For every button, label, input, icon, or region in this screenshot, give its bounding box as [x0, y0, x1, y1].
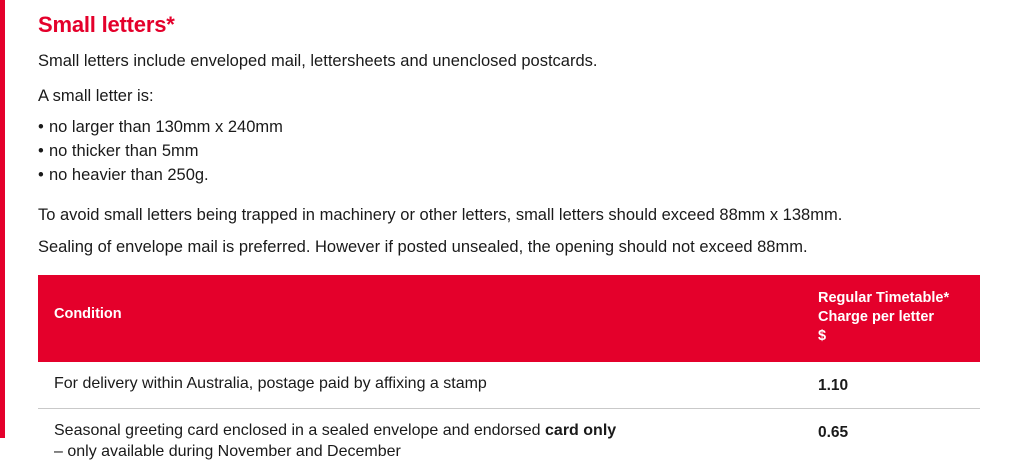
sealing-note: Sealing of envelope mail is preferred. However if posted unsealed, the opening should not exceed 88mm. [38, 238, 808, 257]
cell-charge: 1.10 [800, 362, 980, 409]
column-header-charge-line3: $ [818, 327, 827, 344]
column-header-charge-line2: Charge per letter [818, 309, 935, 326]
bullet-icon: • [38, 141, 44, 160]
list-item-label: no thicker than 5mm [49, 141, 199, 160]
table-row [38, 362, 980, 409]
list-item-label: no heavier than 250g. [49, 165, 209, 184]
left-accent-rule [0, 0, 5, 438]
list-item-label: no larger than 130mm x 240mm [49, 117, 283, 136]
definition-lead: A small letter is: [38, 87, 154, 106]
bullet-icon: • [38, 165, 44, 184]
cell-condition-subline: – only available during November and December [54, 442, 401, 460]
cell-condition-text: Seasonal greeting card enclosed in a sealed envelope and endorsed [54, 421, 546, 439]
cell-condition: For delivery within Australia, postage paid by affixing a stamp [38, 362, 800, 409]
cell-charge: 0.65 [818, 423, 849, 441]
content-column [38, 0, 980, 474]
page-title: Small letters* [38, 12, 175, 37]
intro-paragraph: Small letters include enveloped mail, lettersheets and unenclosed postcards. [38, 52, 598, 71]
list-item [38, 164, 980, 188]
column-header-charge [800, 275, 980, 362]
rates-table-body [38, 362, 980, 474]
list-item [38, 116, 980, 140]
cell-condition [38, 408, 800, 474]
small-letter-criteria-list [38, 116, 980, 188]
column-header-condition: Condition [38, 275, 800, 362]
machinery-note: To avoid small letters being trapped in machinery or other letters, small letters should exceed 88mm x 138mm. [38, 205, 843, 224]
list-item [38, 140, 980, 164]
rates-table-header [38, 275, 980, 362]
table-row [38, 408, 980, 474]
table-header-row [38, 275, 980, 362]
rates-table [38, 275, 980, 474]
bullet-icon: • [38, 117, 44, 136]
cell-condition-emphasis: card only [545, 421, 617, 439]
column-header-charge-line1: Regular Timetable* [818, 290, 950, 307]
